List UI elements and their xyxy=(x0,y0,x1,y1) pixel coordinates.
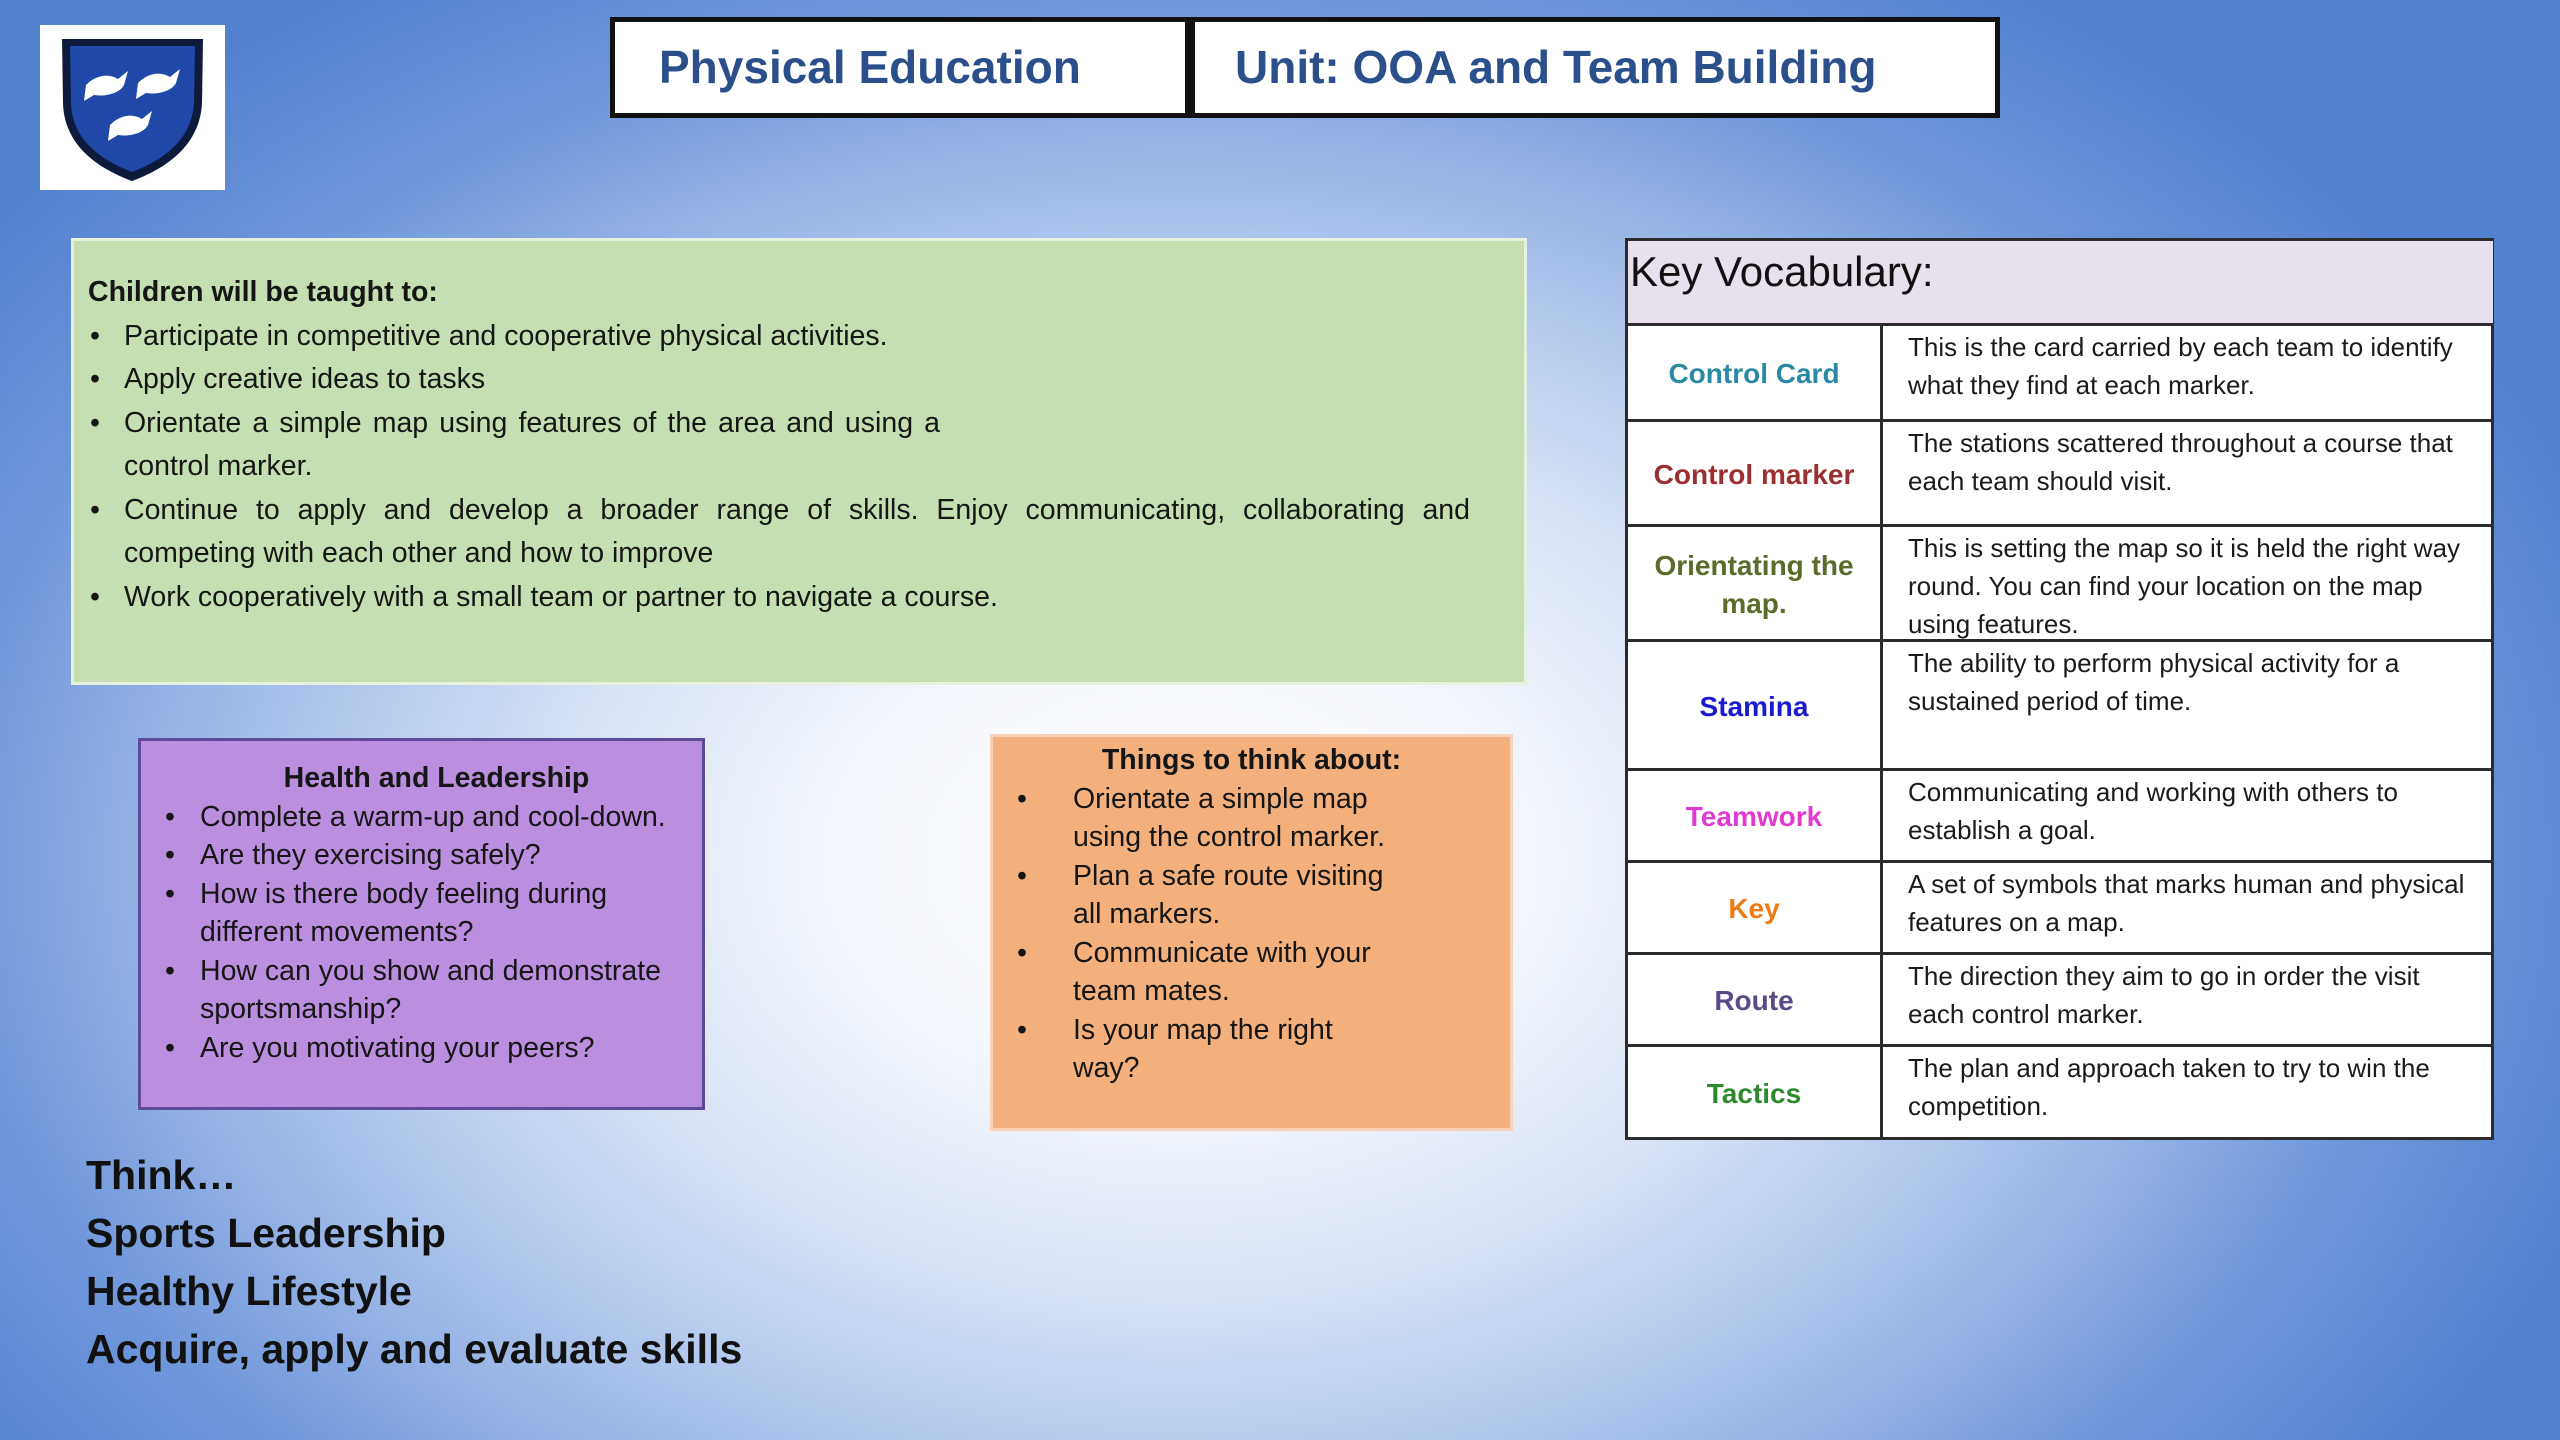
table-row xyxy=(1628,768,2491,863)
vocab-definition: The ability to perform physical activity for a sustained period of time. xyxy=(1908,648,2400,716)
table-row xyxy=(1628,639,2491,771)
vocab-definition: The plan and approach taken to try to win the competition. xyxy=(1908,1053,2430,1121)
table-row xyxy=(1628,860,2491,955)
vocab-definition: A set of symbols that marks human and physical features on a map. xyxy=(1908,869,2465,937)
key-vocabulary-title: Key Vocabulary: xyxy=(1628,241,2493,326)
health-leadership-box xyxy=(138,738,705,1110)
list-item: • Participate in competitive and cooperative physical activities. xyxy=(88,315,1510,359)
vocab-term: Teamwork xyxy=(1628,771,1883,863)
list-item: • Complete a warm-up and cool-down. xyxy=(163,798,680,837)
school-logo xyxy=(40,25,225,190)
think-heading: Think… xyxy=(86,1152,237,1198)
vocab-term: Route xyxy=(1628,955,1883,1047)
list-item: • Is your map the right way? xyxy=(1013,1011,1490,1088)
think-line: Sports Leadership xyxy=(86,1210,446,1256)
list-item: • Orientate a simple map using features of the area and using a control marker. xyxy=(88,402,1510,489)
subject-title: Physical Education xyxy=(610,17,1190,118)
unit-title: Unit: OOA and Team Building xyxy=(1190,17,2000,118)
list-item: • Are they exercising safely? xyxy=(163,836,680,875)
think-summary xyxy=(86,1146,742,1378)
table-row xyxy=(1628,1044,2491,1140)
vocab-term: Key xyxy=(1628,863,1883,955)
vocab-definition: This is the card carried by each team to identify what they find at each marker. xyxy=(1908,332,2453,400)
health-leadership-title: Health and Leadership xyxy=(283,762,590,794)
vocab-term: Control Card xyxy=(1628,326,1883,422)
list-item: • Apply creative ideas to tasks xyxy=(88,358,1510,402)
list-item: • Are you motivating your peers? xyxy=(163,1029,680,1068)
list-item: • Communicate with your team mates. xyxy=(1013,934,1490,1011)
list-item: • Orientate a simple map using the control marker. xyxy=(1013,780,1490,857)
vocab-definition: Communicating and working with others to establish a goal. xyxy=(1908,777,2398,845)
things-to-think-title: Things to think about: xyxy=(1101,744,1402,776)
vocab-term: Stamina xyxy=(1628,642,1883,771)
things-to-think-box xyxy=(990,734,1513,1131)
table-row xyxy=(1628,952,2491,1047)
vocab-term: Tactics xyxy=(1628,1047,1883,1140)
list-item: • Plan a safe route visiting all markers. xyxy=(1013,857,1490,934)
learning-objectives-title: Children will be taught to: xyxy=(88,276,438,308)
key-vocabulary-table xyxy=(1625,238,2494,1140)
think-line: Acquire, apply and evaluate skills xyxy=(86,1326,743,1372)
think-line: Healthy Lifestyle xyxy=(86,1268,412,1314)
list-item: • How can you show and demonstrate sportsmanship? xyxy=(163,952,680,1029)
list-item: • Continue to apply and develop a broader range of skills. Enjoy communicating, collaborating and competing with each other and how to improve xyxy=(88,489,1510,576)
learning-objectives-list xyxy=(88,315,1510,620)
vocab-term: Orientating the map. xyxy=(1628,527,1883,642)
list-item: • Work cooperatively with a small team or partner to navigate a course. xyxy=(88,576,1510,620)
learning-objectives-box xyxy=(71,238,1527,685)
things-to-think-list xyxy=(1013,780,1490,1088)
table-row xyxy=(1628,524,2491,642)
table-row xyxy=(1628,419,2491,527)
school-crest-icon xyxy=(40,25,225,190)
vocab-term: Control marker xyxy=(1628,422,1883,527)
vocab-definition: The stations scattered throughout a course that each team should visit. xyxy=(1908,428,2453,496)
list-item: • How is there body feeling during different movements? xyxy=(163,875,680,952)
health-leadership-list xyxy=(163,798,680,1068)
vocab-definition: This is setting the map so it is held the right way round. You can find your location on the map using features. xyxy=(1908,533,2461,639)
table-row xyxy=(1628,323,2491,422)
vocab-definition: The direction they aim to go in order the visit each control marker. xyxy=(1908,961,2420,1029)
